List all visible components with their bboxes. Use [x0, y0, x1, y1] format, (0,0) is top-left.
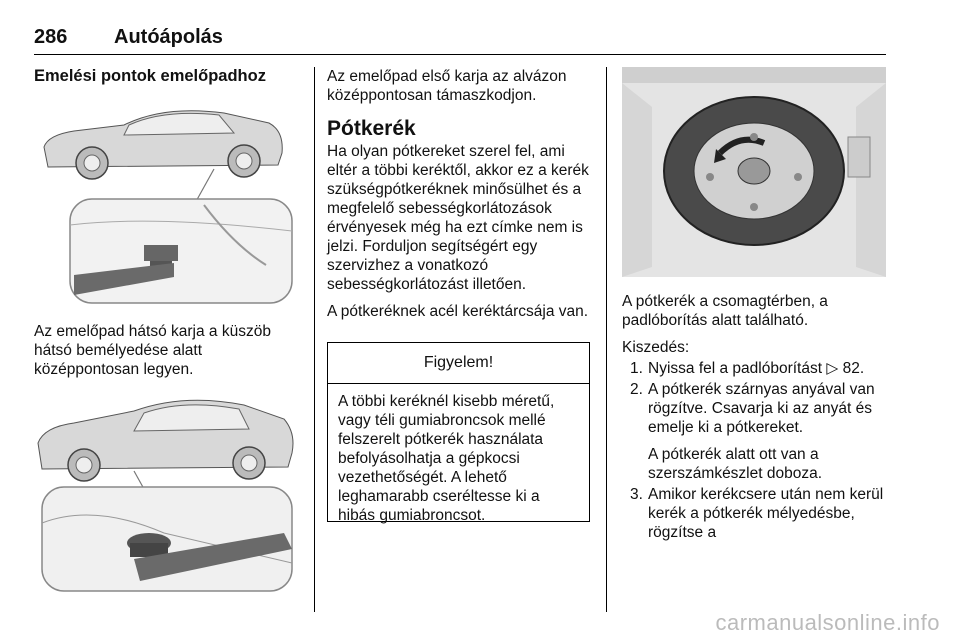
step-text: Nyissa fel a padlóborítást	[648, 360, 823, 377]
step-1	[622, 359, 892, 378]
watermark: carmanualsonline.info	[715, 610, 940, 635]
spare-wheel-location-paragraph: A pótkerék a csomagtérben, a padlóborítás alatt található.	[622, 293, 828, 329]
step-number: 3.	[630, 486, 643, 503]
warning-body: A többi keréknél kisebb méretű, vagy téli gumiabroncsok mellé felszerelt pótkerék használata befolyásolhatja a gépkocsi vezethetőségét. A lehető leghamarabb cseréltesse ki a hibás gumiabroncsot.	[338, 393, 555, 524]
car-lift-rear-illustration	[34, 95, 298, 307]
step-2	[622, 380, 892, 437]
steel-rim-paragraph: A pótkeréknek acél keréktárcsája van.	[327, 303, 589, 320]
section-title: Emelési pontok emelőpadhoz	[34, 67, 266, 85]
spare-wheel-paragraph: Ha olyan pótkereket szerel fel, ami eltér a többi keréktől, akkor ez a kerék szükségpótkeréknek minősülhet és a megfelelő sebességkorlátozások érvényesek még ha ezt címke nem is jelzi. Forduljon segítségért egy szervizhez a vonatkozó sebességkorlátozást illetően.	[327, 143, 589, 293]
page-reference-icon: ▷	[826, 360, 839, 377]
step-number: 1.	[630, 360, 643, 377]
step-2-sub	[622, 445, 892, 483]
step-text: Amikor kerékcsere után nem kerül kerék a pótkerék mélyedésbe, rögzítse a	[648, 486, 884, 541]
car-lift-front-illustration	[34, 383, 298, 595]
page-reference[interactable]: 82.	[842, 360, 865, 377]
page-number: 286	[34, 26, 68, 48]
step-text: A pótkerék szárnyas anyával van rögzítve. Csavarja ki az anyát és emelje ki a pótkereket.	[648, 381, 875, 436]
warning-title: Figyelem!	[328, 343, 589, 384]
step-number: 2.	[630, 381, 643, 398]
header-rule	[34, 54, 886, 55]
page-title: Autóápolás	[114, 26, 223, 48]
spare-wheel-trunk-illustration	[622, 67, 886, 277]
removal-label: Kiszedés:	[622, 339, 690, 356]
warning-box	[327, 342, 590, 522]
removal-steps	[622, 359, 892, 542]
middle-top-paragraph: Az emelőpad első karja az alvázon középpontosan támaszkodjon.	[327, 68, 567, 104]
step-subtext: A pótkerék alatt ott van a szerszámkészlet doboza.	[648, 446, 823, 482]
step-3	[622, 485, 892, 542]
column-divider-1	[314, 67, 315, 612]
column-divider-2	[606, 67, 607, 612]
left-paragraph: Az emelőpad hátsó karja a küszöb hátsó bemélyedése alatt középpontosan legyen.	[34, 323, 271, 378]
section-heading-spare-wheel: Pótkerék	[327, 117, 416, 140]
